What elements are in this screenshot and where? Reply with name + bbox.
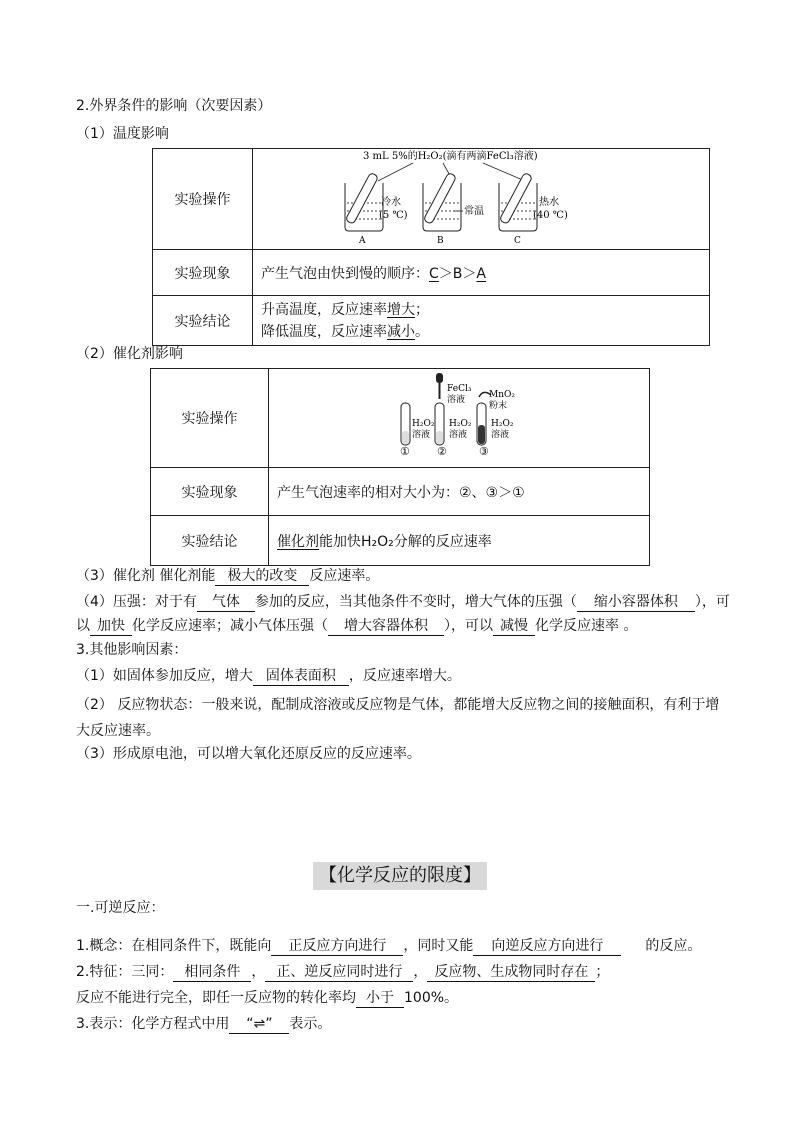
beaker-label-c: C (514, 236, 521, 245)
limit-item-2: 2.特征：三同： 相同条件 ， 正、逆反应同时进行 ， 反应物、生成物同时存在 ； (76, 964, 610, 980)
limit-item-2-cont: 反应不能进行完全，即任一反应物的转化率均 小于 100%。 (76, 990, 459, 1006)
h2o2-label-2: H₂O₂ (449, 419, 472, 429)
table-label-conclusion: 实验结论 (151, 516, 269, 566)
cold-temp-label: (5 ℃) (379, 210, 408, 221)
other-item-2: （2） 反应物状态：一般来说，配制成溶液或反应物是气体，都能增大反应物之间的接触面积，有利于增 大反应速率。 (76, 697, 720, 739)
catalyst-conclusion: 催化剂能加快H₂O₂分解的反应速率 (269, 516, 650, 566)
other-item-3: （3）形成原电池，可以增大氧化还原反应的反应速率。 (76, 746, 421, 762)
limit-item-3: 3.表示：化学方程式中用 “⇌” 表示。 (76, 1016, 332, 1032)
hot-water-label: 热水 (539, 197, 559, 208)
table-label-operation: 实验操作 (151, 369, 269, 468)
mno2-label: MnO₂ (489, 390, 515, 400)
catalyst-phenomenon: 产生气泡速率的相对大小为：②、③＞① (269, 468, 650, 516)
section-heading: 【化学反应的限度】 (313, 862, 487, 890)
fecl3-label: FeCl₃ (447, 384, 472, 394)
h2o2-label-1: H₂O₂ (412, 419, 435, 429)
section-title: 2.外界条件的影响（次要因素） (76, 98, 272, 114)
temperature-table (152, 148, 710, 346)
beaker-label-b: B (437, 236, 444, 245)
h2o2-label-3: H₂O₂ (491, 419, 514, 429)
other-item-1: （1）如固体参加反应，增大 固体表面积 ，反应速率增大。 (76, 668, 461, 684)
beaker-b (423, 172, 461, 231)
catalyst-experiment-figure (269, 369, 649, 463)
temperature-figure-cell (253, 149, 710, 250)
table-label-conclusion: 实验结论 (153, 296, 253, 346)
item-pressure: （4）压强：对于有 气体 参加的反应，当其他条件不变时，增大气体的压强（ 缩小容器体积 ），可 (76, 594, 730, 610)
table-label-phenomenon: 实验现象 (151, 468, 269, 516)
beaker-c (499, 172, 537, 231)
catalyst-figure-cell (269, 369, 650, 468)
temperature-conclusion: 升高温度，反应速率增大； 降低温度，反应速率减小。 (253, 296, 710, 346)
fecl3-solution-label: 溶液 (447, 395, 466, 405)
reversible-subtitle: 一.可逆反应： (76, 900, 165, 916)
catalyst-subtitle: （2）催化剂影响 (76, 346, 183, 362)
item-pressure-cont: 以 加快 化学反应速率；减小气体压强（ 增大容器体积 ），可以 减慢 化学反应速率 。 (76, 618, 638, 634)
temperature-phenomenon: 产生气泡由快到慢的顺序：C＞B＞A (253, 250, 710, 296)
figure-caption: 3 mL 5%的H₂O₂(滴有两滴FeCl₃溶液) (363, 151, 538, 162)
table-label-phenomenon: 实验现象 (153, 250, 253, 296)
item-catalyst: （3）催化剂 催化剂能 极大的改变 反应速率。 (76, 568, 380, 584)
temperature-experiment-figure (253, 149, 709, 245)
hot-temp-label: (40 ℃) (533, 210, 568, 221)
tube-number-2: ② (437, 445, 447, 458)
solution-label-2: 溶液 (449, 430, 468, 440)
limit-item-1: 1.概念：在相同条件下，既能向 正反应方向进行 ，同时又能 向逆反应方向进行 的反应。 (76, 938, 702, 954)
beaker-label-a: A (359, 236, 366, 245)
mno2-powder-label: 粉末 (489, 401, 508, 411)
solution-label-3: 溶液 (491, 430, 510, 440)
tube-number-3: ③ (479, 445, 489, 458)
solution-label-1: 溶液 (412, 430, 431, 440)
beaker-a (345, 172, 383, 231)
temp-subtitle: （1）温度影响 (76, 126, 169, 142)
tube-number-1: ① (400, 445, 410, 458)
table-label-operation: 实验操作 (153, 149, 253, 250)
dropper-bulb (436, 373, 443, 383)
catalyst-table (150, 368, 650, 566)
other-factors-title: 3.其他影响因素： (76, 642, 188, 658)
room-temp-label: 常温 (464, 206, 484, 217)
cold-water-label: 冷水 (381, 197, 401, 208)
